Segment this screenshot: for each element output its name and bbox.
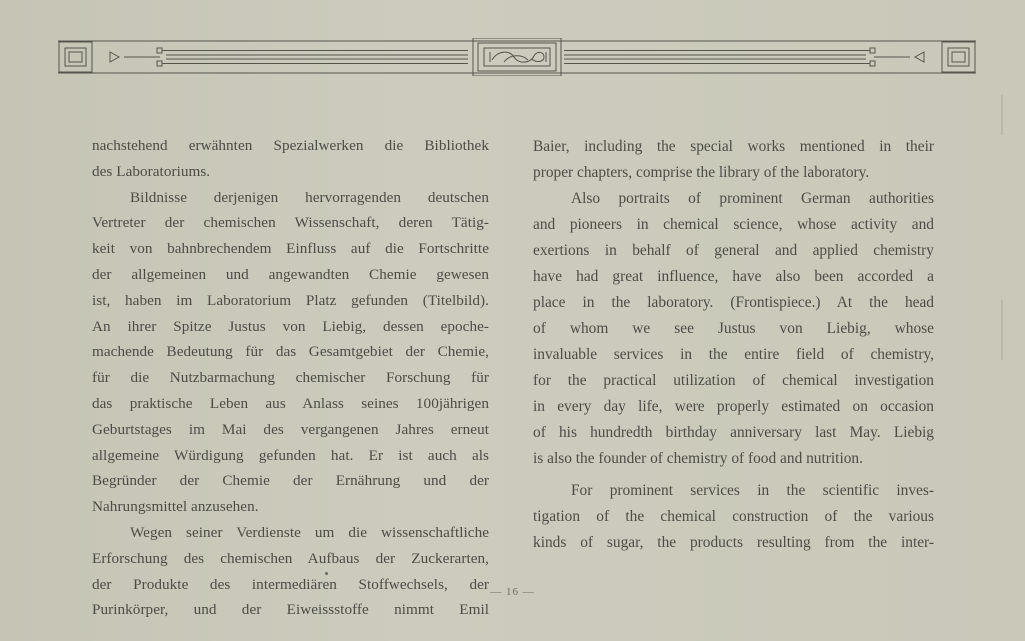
text-line: des Laboratoriums.	[92, 162, 211, 180]
text-line: das praktische Leben aus Anlass seines 100jährigen	[92, 394, 489, 412]
text-line: Wegen seiner Verdienste um die wissenschaftliche	[130, 523, 489, 541]
page-edge-mark	[1001, 300, 1003, 360]
text-line: der allgemeinen und angewandten Chemie gewesen	[92, 265, 489, 283]
text-line: der Produkte des intermediären Stoffwechsels, der	[92, 575, 489, 593]
text-line: Baier, including the special works mentioned in their	[533, 138, 934, 155]
text-line: of his hundredth birthday anniversary last May. Liebig	[533, 424, 934, 441]
text-line: exertions in behalf of general and applied chemistry	[533, 242, 934, 259]
text-line: Vertreter der chemischen Wissenschaft, deren Tätig-	[92, 214, 489, 232]
text-line: Also portraits of prominent German authorities	[571, 190, 934, 207]
english-text-column	[533, 134, 934, 556]
text-line: and pioneers in chemical science, whose activity and	[533, 216, 934, 233]
text-line: Nahrungsmittel anzusehen.	[92, 498, 259, 516]
text-line: kinds of sugar, the products resulting from the inter-	[533, 534, 934, 551]
text-line: For prominent services in the scientific inves-	[571, 482, 934, 499]
text-line: nachstehend erwähnten Spezialwerken die Bibliothek	[92, 137, 489, 154]
text-line: tigation of the chemical construction of the various	[533, 508, 934, 525]
ink-speck	[325, 572, 328, 575]
text-line: for the practical utilization of chemical investigation	[533, 372, 934, 389]
text-line: is also the founder of chemistry of food and nutrition.	[533, 450, 863, 467]
text-line: in every day life, were properly estimated on occasion	[533, 398, 934, 415]
text-line: proper chapters, comprise the library of the laboratory.	[533, 164, 870, 181]
text-line: Erforschung des chemischen Aufbaus der Zuckerarten,	[92, 549, 489, 567]
header-ornament	[58, 38, 976, 76]
german-text-column	[92, 133, 489, 623]
text-line: allgemeine Würdigung gefunden hat. Er ist auch als	[92, 446, 489, 464]
page-number: — 16 —	[490, 586, 535, 598]
text-line: Begründer der Chemie der Ernährung und der	[92, 472, 489, 490]
text-line: invaluable services in the entire field of chemistry,	[533, 346, 934, 363]
text-line: of whom we see Justus von Liebig, whose	[533, 320, 934, 337]
page-edge-mark	[1001, 95, 1003, 135]
text-line: An ihrer Spitze Justus von Liebig, dessen epoche-	[92, 317, 489, 335]
text-line: Bildnisse derjenigen hervorragenden deutschen	[130, 188, 489, 206]
text-line: ist, haben im Laboratorium Platz gefunden (Titelbild).	[92, 291, 489, 309]
text-line: Purinkörper, und der Eiweissstoffe nimmt Emil	[92, 601, 489, 619]
text-line: place in the laboratory. (Frontispiece.) At the head	[533, 294, 934, 311]
text-line: für die Nutzbarmachung chemischer Forschung für	[92, 369, 489, 387]
text-line: have had great influence, have also been accorded a	[533, 268, 934, 285]
text-line: machende Bedeutung für das Gesamtgebiet der Chemie,	[92, 343, 489, 361]
text-line: keit von bahnbrechendem Einfluss auf die Fortschritte	[92, 240, 489, 258]
text-line: Geburtstages im Mai des vergangenen Jahres erneut	[92, 420, 489, 438]
